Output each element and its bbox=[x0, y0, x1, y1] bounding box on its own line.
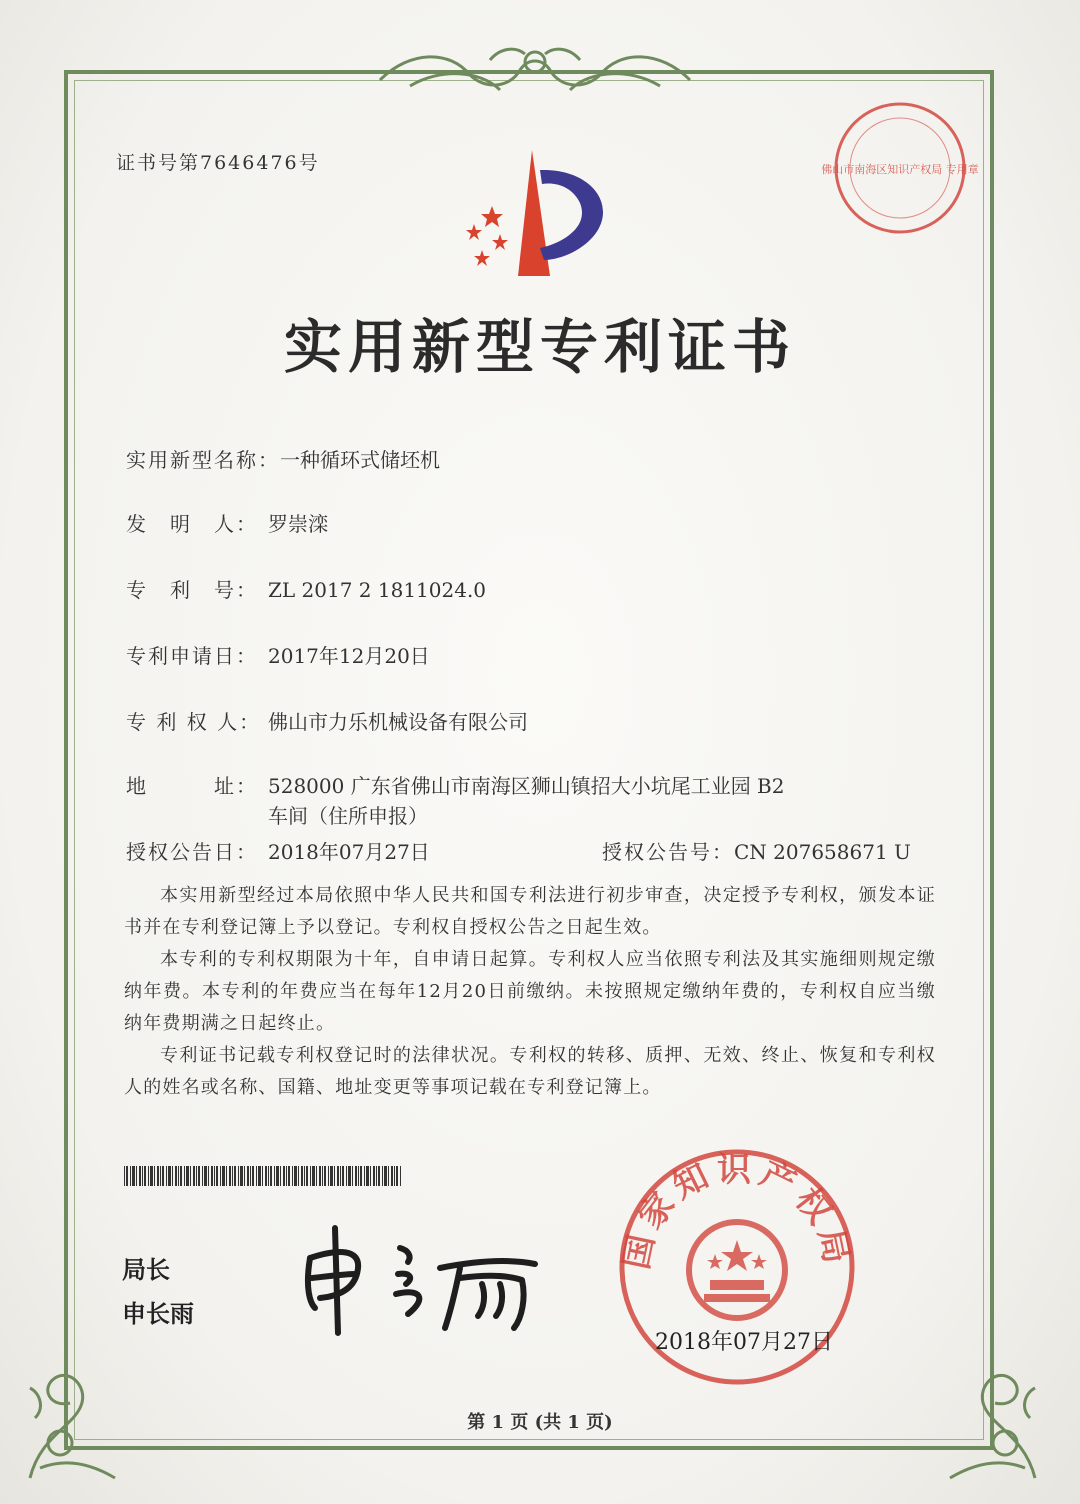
barcode-bar bbox=[247, 1166, 249, 1186]
barcode-bar bbox=[324, 1166, 326, 1186]
barcode-bar bbox=[168, 1166, 171, 1186]
barcode-bar bbox=[175, 1166, 177, 1186]
field-inventor bbox=[126, 508, 328, 537]
field-grant-date bbox=[126, 836, 430, 865]
certificate-title: 实用新型专利证书 bbox=[283, 313, 796, 381]
barcode-bar bbox=[238, 1166, 239, 1186]
barcode-bar bbox=[276, 1166, 279, 1186]
seal-date: 2018年07月27日 bbox=[655, 1330, 833, 1355]
barcode-bar bbox=[193, 1166, 195, 1186]
value-grant-date: 2018年07月27日 bbox=[268, 840, 430, 864]
barcode-bar bbox=[132, 1166, 135, 1186]
label-patentee: 专 利 权 人： bbox=[126, 710, 262, 734]
barcode-bar bbox=[316, 1166, 317, 1186]
value-patent-number: ZL 2017 2 1811024.0 bbox=[268, 578, 487, 602]
label-inventor: 发 明 人： bbox=[126, 512, 258, 536]
paragraph-1: 本实用新型经过本局依照中华人民共和国专利法进行初步审查，决定授予专利权，颁发本证书并在专利登记簿上予以登记。专利权自授权公告之日起生效。 bbox=[124, 885, 936, 938]
label-address: 地 址： bbox=[126, 774, 258, 798]
director-signature bbox=[290, 1218, 550, 1338]
patent-office-logo bbox=[440, 148, 620, 278]
national-emblem-icon bbox=[689, 1222, 785, 1318]
barcode-bar bbox=[388, 1166, 389, 1186]
barcode-bar bbox=[244, 1166, 245, 1186]
barcode-bar bbox=[310, 1166, 311, 1186]
value-address-line1: 528000 广东省佛山市南海区狮山镇招大小坑尾工业园 B2 bbox=[268, 774, 785, 798]
barcode-bar bbox=[216, 1166, 218, 1186]
barcode-bar bbox=[222, 1166, 225, 1186]
label-patent-number: 专 利 号： bbox=[126, 578, 258, 602]
barcode-bar bbox=[204, 1166, 207, 1186]
barcode-bar bbox=[250, 1166, 251, 1186]
barcode-bar bbox=[301, 1166, 303, 1186]
barcode-bar bbox=[139, 1166, 141, 1186]
barcode-bar bbox=[378, 1166, 380, 1186]
barcode-bar bbox=[154, 1166, 155, 1186]
barcode-bar bbox=[360, 1166, 362, 1186]
barcode-bar bbox=[157, 1166, 159, 1186]
barcode-bar bbox=[382, 1166, 383, 1186]
barcode-bar bbox=[373, 1166, 375, 1186]
barcode-bar bbox=[304, 1166, 305, 1186]
barcode-bar bbox=[136, 1166, 137, 1186]
barcode-bar bbox=[288, 1166, 290, 1186]
barcode-bar bbox=[340, 1166, 341, 1186]
barcode-bar bbox=[394, 1166, 395, 1186]
field-application-date bbox=[126, 640, 430, 669]
page-number: 第 1 页 (共 1 页) bbox=[467, 1412, 613, 1433]
barcode-bar bbox=[268, 1166, 269, 1186]
local-stamp bbox=[821, 98, 979, 238]
barcode-bar bbox=[286, 1166, 287, 1186]
paragraph-2: 本专利的专利权期限为十年，自申请日起算。专利权人应当依照专利法及其实施细则规定缴纳年费。本专利的年费应当在每年12月20日前缴纳。未按照规定缴纳年费的，专利权自应当缴纳年费期满之日起终止。 bbox=[124, 949, 936, 1034]
barcode-bar bbox=[298, 1166, 299, 1186]
barcode-bar bbox=[342, 1166, 344, 1186]
barcode-bar bbox=[312, 1166, 315, 1186]
top-ornament bbox=[370, 40, 700, 102]
barcode-bar bbox=[126, 1166, 128, 1186]
local-stamp-text: 佛山市南海区知识产权局 专用章 bbox=[821, 163, 979, 176]
barcode-bar bbox=[319, 1166, 321, 1186]
barcode-bar bbox=[256, 1166, 257, 1186]
value-grant-number: CN 207658671 U bbox=[734, 840, 911, 864]
label-grant-date: 授权公告日： bbox=[126, 840, 258, 864]
barcode-bar bbox=[274, 1166, 275, 1186]
barcode-bar bbox=[124, 1166, 125, 1186]
director-name: 申长雨 bbox=[122, 1300, 194, 1328]
label-utility-model-name: 实用新型名称： bbox=[126, 448, 280, 472]
value-patentee: 佛山市力乐机械设备有限公司 bbox=[268, 710, 528, 734]
barcode-bar bbox=[202, 1166, 203, 1186]
barcode-bar bbox=[294, 1166, 297, 1186]
barcode-bar bbox=[229, 1166, 231, 1186]
barcode-bar bbox=[384, 1166, 387, 1186]
barcode-bar bbox=[364, 1166, 365, 1186]
barcode-bar bbox=[252, 1166, 254, 1186]
barcode-bar bbox=[184, 1166, 185, 1186]
barcode-bar bbox=[162, 1166, 164, 1186]
director-title: 局长 bbox=[122, 1256, 170, 1284]
barcode-bar bbox=[355, 1166, 357, 1186]
barcode-bar bbox=[190, 1166, 191, 1186]
label-grant-number: 授权公告号： bbox=[602, 840, 734, 864]
barcode-bar bbox=[208, 1166, 209, 1186]
barcode-bar bbox=[166, 1166, 167, 1186]
barcode-bar bbox=[130, 1166, 131, 1186]
value-utility-model-name: 一种循环式储坯机 bbox=[280, 448, 440, 472]
barcode-bar bbox=[306, 1166, 308, 1186]
field-address-line2 bbox=[268, 800, 428, 829]
barcode-bar bbox=[265, 1166, 267, 1186]
field-utility-model-name bbox=[126, 444, 440, 473]
barcode-bar bbox=[142, 1166, 143, 1186]
barcode-bar bbox=[366, 1166, 369, 1186]
barcode-bar bbox=[178, 1166, 179, 1186]
value-address-line2: 车间（住所申报） bbox=[268, 804, 428, 828]
barcode-bar bbox=[337, 1166, 339, 1186]
barcode-bar bbox=[322, 1166, 323, 1186]
barcode-bar bbox=[198, 1166, 200, 1186]
barcode-bar bbox=[328, 1166, 329, 1186]
field-grant-number bbox=[602, 836, 911, 865]
barcode-bar bbox=[150, 1166, 153, 1186]
barcode-bar bbox=[214, 1166, 215, 1186]
barcode-bar bbox=[358, 1166, 359, 1186]
barcode-bar bbox=[196, 1166, 197, 1186]
barcode-bar bbox=[220, 1166, 221, 1186]
paragraph-3: 专利证书记载专利权登记时的法律状况。专利权的转移、质押、无效、终止、恢复和专利权人的姓名或名称、国籍、地址变更等事项记载在专利登记簿上。 bbox=[124, 1045, 936, 1098]
barcode-bar bbox=[240, 1166, 243, 1186]
barcode-bar bbox=[352, 1166, 353, 1186]
barcode-bar bbox=[370, 1166, 371, 1186]
barcode-bar bbox=[148, 1166, 149, 1186]
barcode-bar bbox=[348, 1166, 351, 1186]
barcode-bar bbox=[283, 1166, 285, 1186]
barcode-bar bbox=[160, 1166, 161, 1186]
barcode-bar bbox=[186, 1166, 189, 1186]
barcode-bar bbox=[258, 1166, 261, 1186]
field-patent-number bbox=[126, 574, 486, 603]
value-inventor: 罗崇滦 bbox=[268, 512, 328, 536]
barcode-bar bbox=[144, 1166, 146, 1186]
barcode-bar bbox=[292, 1166, 293, 1186]
label-application-date: 专利申请日： bbox=[126, 644, 258, 668]
barcode-bar bbox=[280, 1166, 281, 1186]
value-application-date: 2017年12月20日 bbox=[268, 644, 430, 668]
seal-text: 国家知识产权局 bbox=[616, 1150, 858, 1273]
barcode-bar bbox=[270, 1166, 272, 1186]
barcode-bar bbox=[180, 1166, 182, 1186]
field-address bbox=[126, 770, 784, 799]
barcode-bar bbox=[226, 1166, 227, 1186]
barcode-bar bbox=[396, 1166, 398, 1186]
barcode-bar bbox=[211, 1166, 213, 1186]
barcode-bar bbox=[400, 1166, 401, 1186]
barcode-bar bbox=[334, 1166, 335, 1186]
barcode-bar bbox=[234, 1166, 236, 1186]
field-patentee bbox=[126, 706, 528, 735]
barcode-bar bbox=[172, 1166, 173, 1186]
barcode-bar bbox=[391, 1166, 393, 1186]
barcode-bar bbox=[330, 1166, 333, 1186]
barcode-bar bbox=[262, 1166, 263, 1186]
barcode-bar bbox=[232, 1166, 233, 1186]
barcode-bar bbox=[346, 1166, 347, 1186]
barcode-bar bbox=[376, 1166, 377, 1186]
certificate-number: 证书号第7646476号 bbox=[116, 152, 320, 174]
barcode bbox=[124, 1166, 404, 1186]
